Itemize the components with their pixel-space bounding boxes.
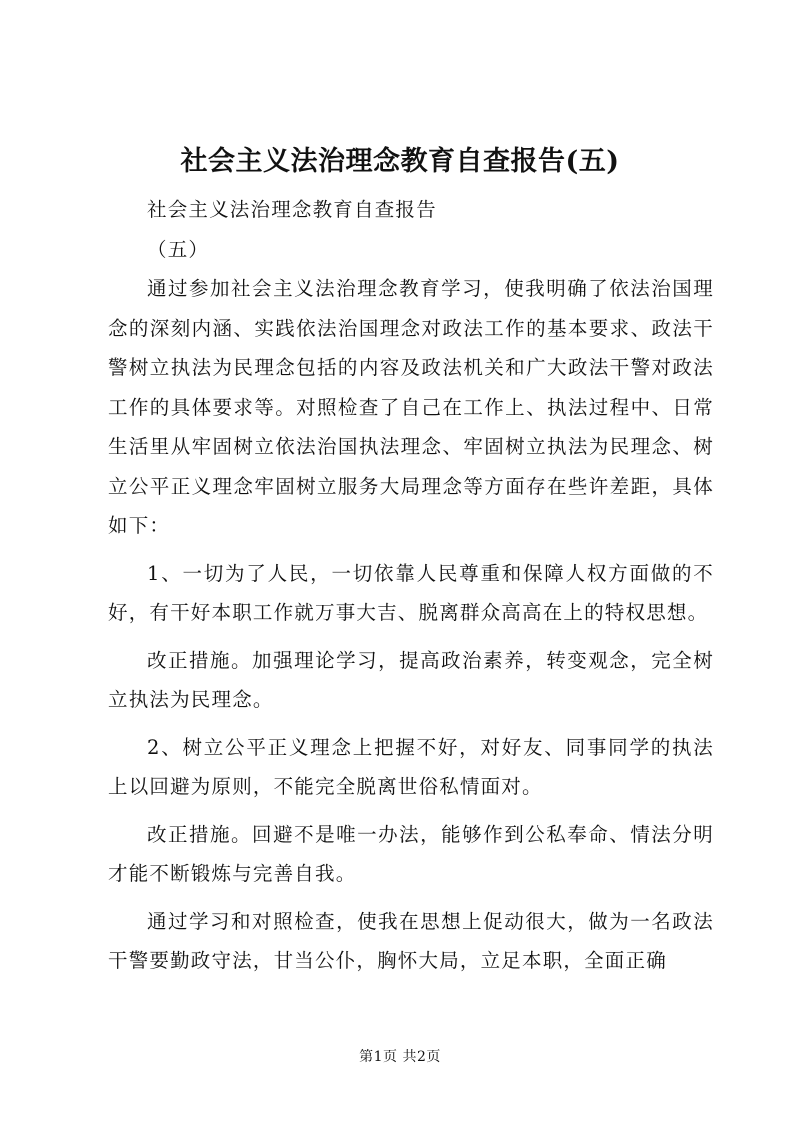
paragraph-item-1: 1、一切为了人民，一切依靠人民尊重和保障人权方面做的不好，有干好本职工作就万事大吉、脱离群众高高在上的特权思想。 [108, 561, 714, 624]
document-title: 社会主义法治理念教育自查报告(五) [180, 146, 620, 177]
paragraph-section-number: （五） [147, 237, 210, 261]
paragraph-conclusion: 通过学习和对照检查，使我在思想上促动很大，做为一名政法干警要勤政守法，甘当公仆，胸怀大局，立足本职，全面正确 [108, 909, 714, 972]
paragraph-correction-1: 改正措施。加强理论学习，提高政治素养，转变观念，完全树立执法为民理念。 [108, 648, 714, 711]
document-body [108, 190, 714, 989]
paragraph-intro: 通过参加社会主义法治理念教育学习，使我明确了依法治国理念的深刻内涵、实践依法治国理念对政法工作的基本要求、政法干警树立执法为民理念包括的内容及政法机关和广大政法干警对政法工作的具体要求等。对照检查了自己在工作上、执法过程中、日常生活里从牢固树立依法治国执法理念、牢固树立执法为民理念、树立公平正义理念牢固树立服务大局理念等方面存在些许差距，具体如下： [108, 277, 714, 537]
paragraph-subtitle: 社会主义法治理念教育自查报告 [147, 198, 437, 221]
paragraph-item-2: 2、树立公平正义理念上把握不好，对好友、同事同学的执法上以回避为原则，不能完全脱离世俗私情面对。 [108, 735, 714, 798]
page-footer: 第1页 共2页 [359, 1049, 441, 1065]
paragraph-correction-2: 改正措施。回避不是唯一办法，能够作到公私奉命、情法分明才能不断锻炼与完善自我。 [108, 822, 714, 885]
